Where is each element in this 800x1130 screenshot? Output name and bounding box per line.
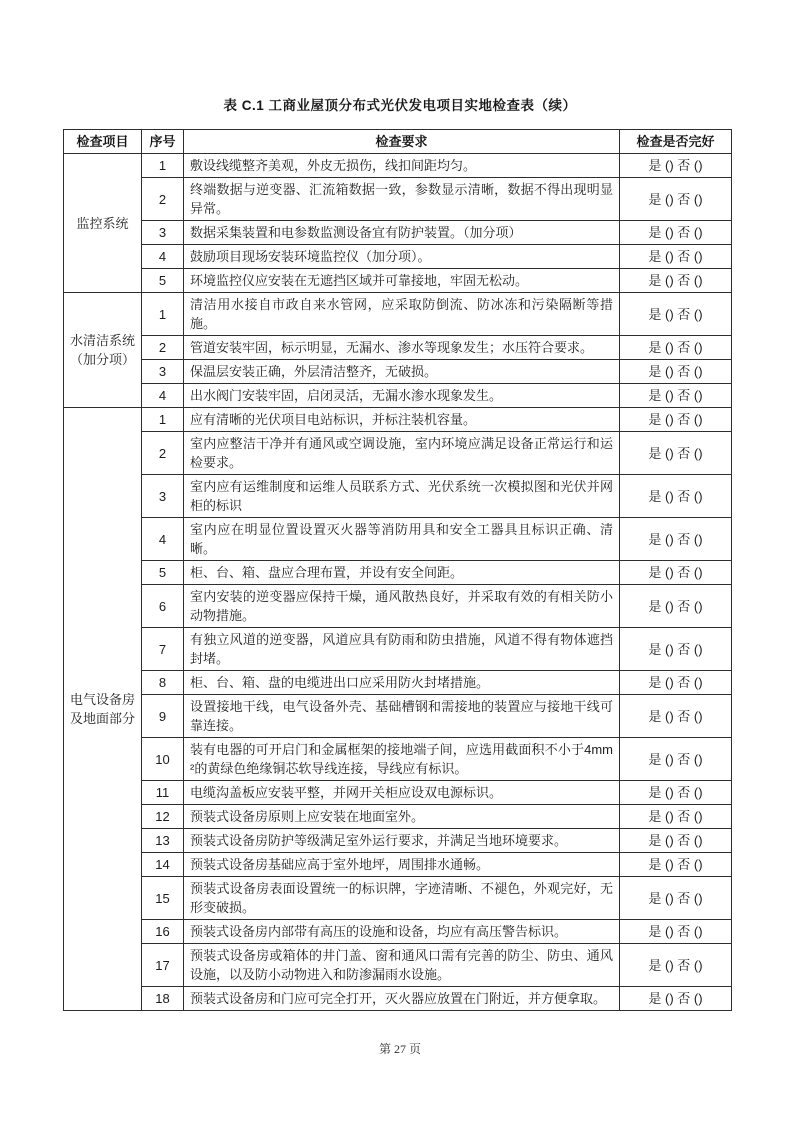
row-serial-number: 9 — [142, 695, 184, 738]
row-check-yes-no: 是 () 否 () — [620, 987, 732, 1011]
table-row — [64, 221, 732, 245]
row-serial-number: 1 — [142, 293, 184, 336]
row-requirement-text: 出水阀门安装牢固，启闭灵活，无漏水渗水现象发生。 — [184, 384, 620, 408]
row-requirement-text: 电缆沟盖板应安装平整，并网开关柜应设双电源标识。 — [184, 781, 620, 805]
table-row — [64, 561, 732, 585]
table-row — [64, 671, 732, 695]
row-check-yes-no: 是 () 否 () — [620, 336, 732, 360]
row-check-yes-no: 是 () 否 () — [620, 695, 732, 738]
row-requirement-text: 环境监控仪应安装在无遮挡区域并可靠接地，牢固无松动。 — [184, 269, 620, 293]
row-serial-number: 17 — [142, 944, 184, 987]
row-serial-number: 7 — [142, 628, 184, 671]
row-requirement-text: 装有电器的可开启门和金属框架的接地端子间，应选用截面积不小于4mm²的黄绿色绝缘铜芯软导线连接，导线应有标识。 — [184, 738, 620, 781]
row-requirement-text: 室内应在明显位置设置灭火器等消防用具和安全工器具且标识正确、清晰。 — [184, 518, 620, 561]
table-row — [64, 805, 732, 829]
row-check-yes-no: 是 () 否 () — [620, 920, 732, 944]
row-check-yes-no: 是 () 否 () — [620, 628, 732, 671]
row-requirement-text: 预装式设备房防护等级满足室外运行要求，并满足当地环境要求。 — [184, 829, 620, 853]
section-label: 水清洁系统（加分项） — [64, 293, 142, 408]
row-check-yes-no: 是 () 否 () — [620, 293, 732, 336]
table-row — [64, 336, 732, 360]
row-serial-number: 15 — [142, 877, 184, 920]
table-row — [64, 695, 732, 738]
row-check-yes-no: 是 () 否 () — [620, 154, 732, 178]
table-row — [64, 585, 732, 628]
inspection-table-body — [64, 154, 732, 1011]
table-row — [64, 853, 732, 877]
section-label: 监控系统 — [64, 154, 142, 293]
row-requirement-text: 柜、台、箱、盘应合理布置，并设有安全间距。 — [184, 561, 620, 585]
row-requirement-text: 清洁用水接自市政自来水管网，应采取防倒流、防冰冻和污染隔断等措施。 — [184, 293, 620, 336]
row-check-yes-no: 是 () 否 () — [620, 269, 732, 293]
row-check-yes-no: 是 () 否 () — [620, 384, 732, 408]
table-row — [64, 245, 732, 269]
row-check-yes-no: 是 () 否 () — [620, 944, 732, 987]
row-serial-number: 3 — [142, 360, 184, 384]
row-serial-number: 4 — [142, 518, 184, 561]
row-serial-number: 1 — [142, 408, 184, 432]
table-row — [64, 154, 732, 178]
row-requirement-text: 室内安装的逆变器应保持干燥，通风散热良好，并采取有效的有相关防小动物措施。 — [184, 585, 620, 628]
row-requirement-text: 设置接地干线，电气设备外壳、基础槽钢和需接地的装置应与接地干线可靠连接。 — [184, 695, 620, 738]
row-requirement-text: 预装式设备房原则上应安装在地面室外。 — [184, 805, 620, 829]
row-check-yes-no: 是 () 否 () — [620, 585, 732, 628]
row-serial-number: 4 — [142, 245, 184, 269]
row-serial-number: 1 — [142, 154, 184, 178]
table-row — [64, 781, 732, 805]
row-serial-number: 11 — [142, 781, 184, 805]
row-check-yes-no: 是 () 否 () — [620, 805, 732, 829]
row-serial-number: 4 — [142, 384, 184, 408]
table-row — [64, 877, 732, 920]
row-serial-number: 2 — [142, 178, 184, 221]
table-row — [64, 944, 732, 987]
row-requirement-text: 保温层安装正确，外层清洁整齐，无破损。 — [184, 360, 620, 384]
row-check-yes-no: 是 () 否 () — [620, 853, 732, 877]
section-label: 电气设备房及地面部分 — [64, 408, 142, 1011]
header-check-intact: 检查是否完好 — [620, 130, 732, 154]
table-row — [64, 628, 732, 671]
row-requirement-text: 预装式设备房基础应高于室外地坪，周围排水通畅。 — [184, 853, 620, 877]
row-requirement-text: 应有清晰的光伏项目电站标识，并标注装机容量。 — [184, 408, 620, 432]
row-check-yes-no: 是 () 否 () — [620, 475, 732, 518]
table-row — [64, 384, 732, 408]
row-serial-number: 2 — [142, 336, 184, 360]
row-check-yes-no: 是 () 否 () — [620, 518, 732, 561]
row-requirement-text: 数据采集装置和电参数监测设备宜有防护装置。（加分项） — [184, 221, 620, 245]
inspection-table — [63, 129, 732, 1011]
table-row — [64, 432, 732, 475]
row-serial-number: 3 — [142, 475, 184, 518]
row-requirement-text: 预装式设备房和门应可完全打开，灭火器应放置在门附近，并方便拿取。 — [184, 987, 620, 1011]
row-serial-number: 2 — [142, 432, 184, 475]
row-check-yes-no: 是 () 否 () — [620, 671, 732, 695]
table-row — [64, 269, 732, 293]
header-inspection-item: 检查项目 — [64, 130, 142, 154]
table-row — [64, 475, 732, 518]
row-requirement-text: 预装式设备房内部带有高压的设施和设备，均应有高压警告标识。 — [184, 920, 620, 944]
row-requirement-text: 预装式设备房表面设置统一的标识牌，字迹清晰、不褪色，外观完好，无形变破损。 — [184, 877, 620, 920]
row-serial-number: 6 — [142, 585, 184, 628]
row-requirement-text: 管道安装牢固，标示明显，无漏水、渗水等现象发生；水压符合要求。 — [184, 336, 620, 360]
row-check-yes-no: 是 () 否 () — [620, 877, 732, 920]
row-serial-number: 12 — [142, 805, 184, 829]
row-check-yes-no: 是 () 否 () — [620, 738, 732, 781]
row-check-yes-no: 是 () 否 () — [620, 408, 732, 432]
row-check-yes-no: 是 () 否 () — [620, 360, 732, 384]
row-requirement-text: 室内应整洁干净并有通风或空调设施，室内环境应满足设备正常运行和运检要求。 — [184, 432, 620, 475]
row-requirement-text: 有独立风道的逆变器，风道应具有防雨和防虫措施，风道不得有物体遮挡封堵。 — [184, 628, 620, 671]
row-requirement-text: 敷设线缆整齐美观，外皮无损伤，线扣间距均匀。 — [184, 154, 620, 178]
table-row — [64, 738, 732, 781]
row-check-yes-no: 是 () 否 () — [620, 245, 732, 269]
table-header — [64, 130, 732, 154]
row-serial-number: 14 — [142, 853, 184, 877]
row-check-yes-no: 是 () 否 () — [620, 829, 732, 853]
row-check-yes-no: 是 () 否 () — [620, 781, 732, 805]
table-row — [64, 178, 732, 221]
table-row — [64, 829, 732, 853]
row-serial-number: 18 — [142, 987, 184, 1011]
row-check-yes-no: 是 () 否 () — [620, 221, 732, 245]
row-serial-number: 3 — [142, 221, 184, 245]
row-requirement-text: 室内应有运维制度和运维人员联系方式、光伏系统一次模拟图和光伏并网柜的标识 — [184, 475, 620, 518]
row-check-yes-no: 是 () 否 () — [620, 432, 732, 475]
row-requirement-text: 鼓励项目现场安装环境监控仪（加分项）。 — [184, 245, 620, 269]
page-number: 第 27 页 — [378, 1042, 421, 1056]
table-row — [64, 408, 732, 432]
table-row — [64, 518, 732, 561]
header-serial-number: 序号 — [142, 130, 184, 154]
header-inspection-requirement: 检查要求 — [184, 130, 620, 154]
table-row — [64, 987, 732, 1011]
row-serial-number: 8 — [142, 671, 184, 695]
table-row — [64, 360, 732, 384]
row-serial-number: 13 — [142, 829, 184, 853]
table-row — [64, 293, 732, 336]
row-check-yes-no: 是 () 否 () — [620, 561, 732, 585]
row-serial-number: 16 — [142, 920, 184, 944]
table-header-row — [64, 130, 732, 154]
page-title: 表 C.1 工商业屋顶分布式光伏发电项目实地检查表（续） — [223, 98, 577, 113]
table-row — [64, 920, 732, 944]
row-serial-number: 10 — [142, 738, 184, 781]
row-requirement-text: 终端数据与逆变器、汇流箱数据一致，参数显示清晰，数据不得出现明显异常。 — [184, 178, 620, 221]
row-serial-number: 5 — [142, 561, 184, 585]
row-requirement-text: 柜、台、箱、盘的电缆进出口应采用防火封堵措施。 — [184, 671, 620, 695]
row-serial-number: 5 — [142, 269, 184, 293]
row-check-yes-no: 是 () 否 () — [620, 178, 732, 221]
row-requirement-text: 预装式设备房或箱体的井门盖、窗和通风口需有完善的防尘、防虫、通风设施，以及防小动物进入和防渗漏雨水设施。 — [184, 944, 620, 987]
